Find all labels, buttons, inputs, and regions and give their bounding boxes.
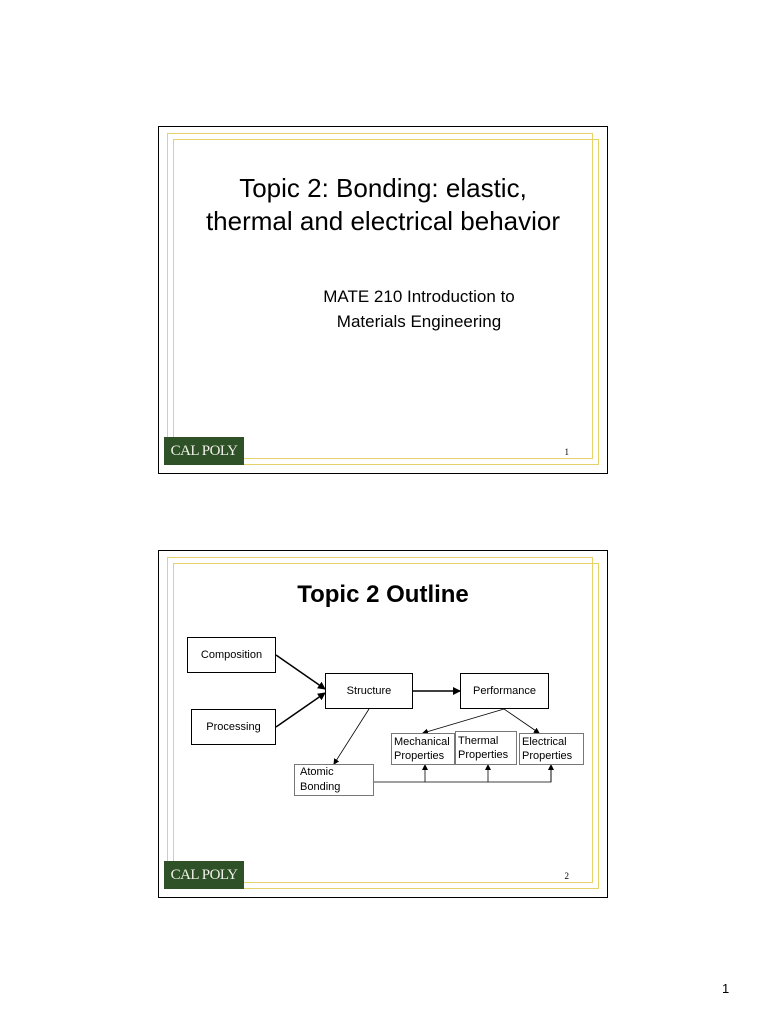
page-number: 1	[722, 981, 730, 996]
title-line: Topic 2: Bonding: elastic,	[239, 173, 527, 203]
arrow-structure-to-atomic	[334, 709, 369, 764]
title-line: thermal and electrical behavior	[205, 206, 561, 236]
arrow-performance-to-mechanical	[423, 709, 504, 733]
atomic-bonding-box	[294, 764, 374, 796]
performance-box: Performance	[460, 673, 549, 709]
slide-1-title	[177, 172, 589, 238]
structure-box: Structure	[325, 673, 413, 709]
box-text: Properties	[522, 750, 573, 762]
arrow-processing-to-structure	[276, 693, 325, 727]
cal-poly-logo: CAL POLY	[164, 861, 244, 889]
box-text: Bonding	[300, 781, 341, 793]
box-text: Thermal	[458, 735, 499, 747]
subtitle-line: MATE 210 Introduction to	[323, 287, 515, 306]
bonding-link-line	[374, 765, 551, 782]
box-text: Properties	[458, 749, 509, 761]
composition-box: Composition	[187, 637, 276, 673]
box-text: Mechanical	[394, 736, 450, 748]
box-text: Atomic	[300, 766, 334, 778]
slide-1-subtitle	[279, 284, 559, 334]
slide-2-title: Topic 2 Outline	[297, 581, 469, 608]
subtitle-line: Materials Engineering	[336, 312, 502, 331]
slide-number: 2	[564, 871, 569, 881]
cal-poly-logo: CAL POLY	[164, 437, 244, 465]
box-text: Electrical	[522, 736, 567, 748]
box-text: Properties	[394, 750, 445, 762]
processing-box: Processing	[191, 709, 276, 745]
slide-number: 1	[564, 447, 569, 457]
mechanical-properties-box	[391, 733, 455, 765]
thermal-properties-box	[455, 731, 517, 765]
slide-1	[158, 126, 608, 474]
arrow-performance-to-electrical	[504, 709, 539, 733]
slide-2	[158, 550, 608, 898]
electrical-properties-box	[519, 733, 584, 765]
arrow-composition-to-structure	[276, 655, 325, 689]
